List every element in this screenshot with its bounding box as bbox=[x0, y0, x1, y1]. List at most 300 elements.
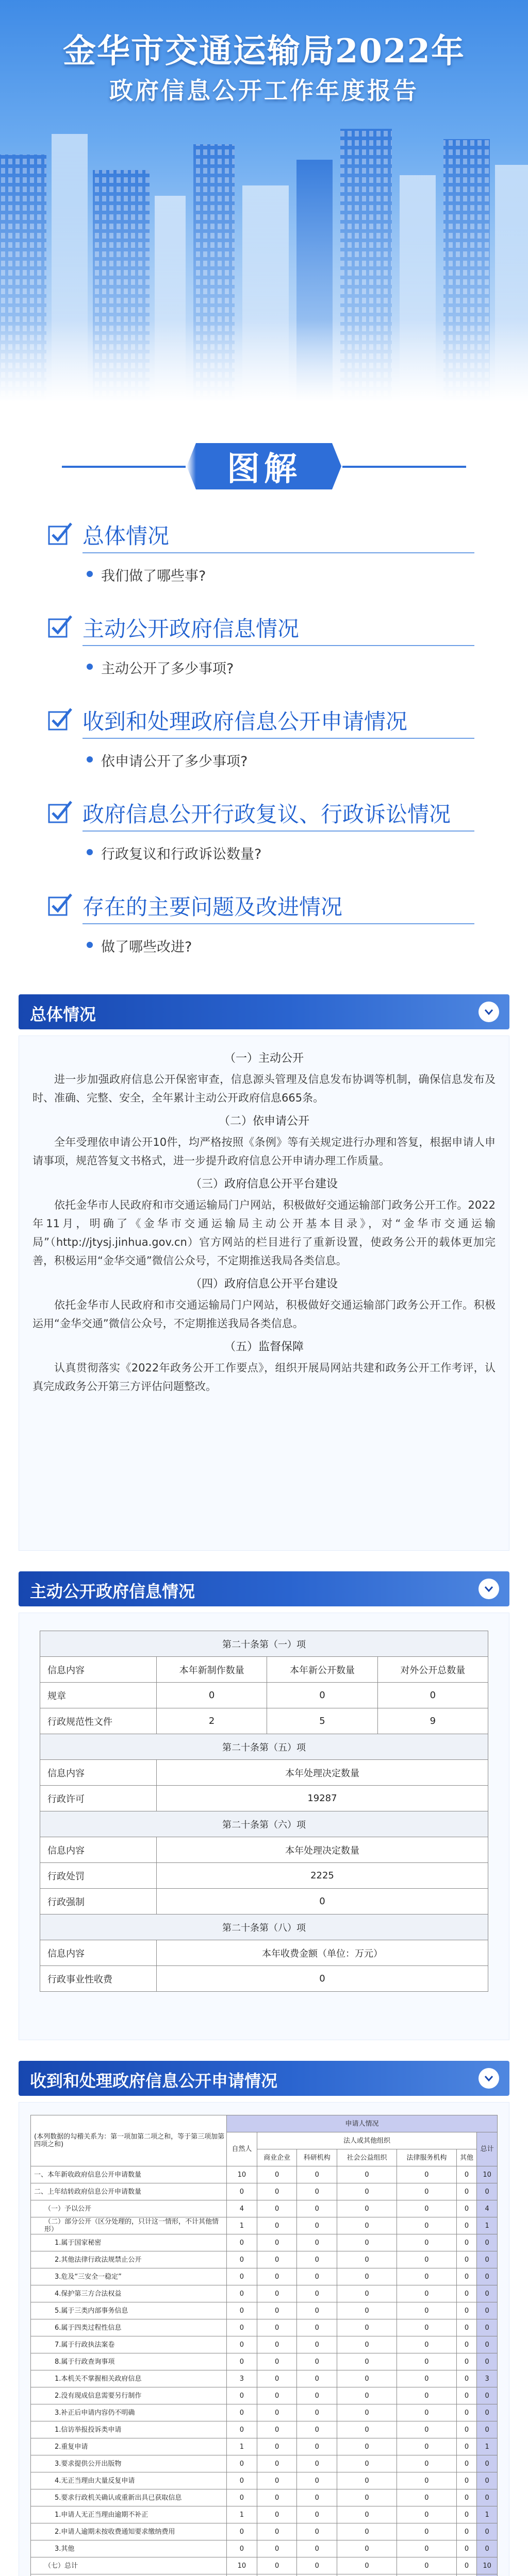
row-label: （二）部分公开（区分处理的，只计这一情形，不计其他情形） bbox=[31, 2217, 227, 2234]
table-cell: 0 bbox=[297, 2438, 337, 2455]
section-header-active[interactable] bbox=[19, 1571, 509, 1606]
table-cell: 0 bbox=[297, 2200, 337, 2217]
tujie-banner bbox=[0, 438, 528, 495]
table-cell: 0 bbox=[477, 2183, 498, 2200]
table-cell: 10 bbox=[227, 2557, 257, 2574]
row-label: 二、上年结转政府信息公开申请数量 bbox=[31, 2183, 227, 2200]
table-cell: 0 bbox=[257, 2302, 297, 2319]
table-header: 社会公益组织 bbox=[337, 2149, 397, 2166]
apply-table-panel bbox=[19, 2102, 509, 2576]
table-cell: 0 bbox=[477, 2302, 498, 2319]
table-row bbox=[31, 2251, 498, 2268]
chevron-down-icon[interactable] bbox=[478, 2068, 499, 2089]
table-row bbox=[31, 2421, 498, 2438]
check-icon bbox=[47, 706, 73, 732]
table-cell: 0 bbox=[227, 2489, 257, 2506]
table-cell: 1 bbox=[477, 2217, 498, 2234]
table-cell: 0 bbox=[267, 1683, 377, 1708]
table-cell: 0 bbox=[297, 2302, 337, 2319]
table-cell: 0 bbox=[257, 2166, 297, 2183]
table-cell: 0 bbox=[456, 2285, 477, 2302]
table-cell: 0 bbox=[397, 2268, 456, 2285]
outline-item[interactable] bbox=[0, 793, 528, 886]
table-cell: 0 bbox=[397, 2336, 456, 2353]
table-cell: 2 bbox=[156, 1708, 267, 1734]
table-cell: 0 bbox=[456, 2251, 477, 2268]
outline-item[interactable] bbox=[0, 515, 528, 608]
table-cell: 0 bbox=[477, 2285, 498, 2302]
table-cell: 0 bbox=[456, 2540, 477, 2557]
table-cell: 0 bbox=[257, 2319, 297, 2336]
table-cell: 0 bbox=[297, 2285, 337, 2302]
table-cell: 9 bbox=[377, 1708, 488, 1734]
table-cell: 0 bbox=[297, 2166, 337, 2183]
table-header: 信息内容 bbox=[40, 1940, 157, 1966]
outline-subtitle: 行政复议和行政诉讼数量? bbox=[101, 843, 261, 863]
table-cell: 0 bbox=[477, 2472, 498, 2489]
table-cell: 行政许可 bbox=[40, 1786, 157, 1811]
table-cell: 0 bbox=[397, 2421, 456, 2438]
table-cell: 0 bbox=[477, 2268, 498, 2285]
outline-underline bbox=[82, 831, 474, 832]
table-cell: 0 bbox=[257, 2472, 297, 2489]
table-cell: 0 bbox=[227, 2285, 257, 2302]
table-cell: 0 bbox=[257, 2438, 297, 2455]
table-cell: 0 bbox=[456, 2421, 477, 2438]
table-section-title: 第二十条第（八）项 bbox=[40, 1914, 488, 1940]
row-label: （七）总计 bbox=[31, 2557, 227, 2574]
table-cell: 0 bbox=[297, 2472, 337, 2489]
table-cell: 0 bbox=[227, 2336, 257, 2353]
table-cell: 0 bbox=[297, 2506, 337, 2523]
table-cell: 0 bbox=[257, 2540, 297, 2557]
table-cell: 0 bbox=[337, 2438, 397, 2455]
table-cell: 0 bbox=[477, 2455, 498, 2472]
outline-subtitle: 我们做了哪些事? bbox=[101, 565, 206, 585]
table-cell: 0 bbox=[257, 2404, 297, 2421]
table-cell: 0 bbox=[257, 2217, 297, 2234]
table-cell: 0 bbox=[297, 2421, 337, 2438]
table-cell: 行政处罚 bbox=[40, 1863, 157, 1889]
overview-paragraph: 全年受理依申请公开10件，均严格按照《条例》等有关规定进行办理和答复，根据申请人申请事项，规范答复文书格式，进一步提升政府信息公开申请办理工作质量。 bbox=[32, 1136, 496, 1167]
overview-heading: （二）依申请公开 bbox=[218, 1115, 309, 1128]
row-label: 3.补正后申请内容仍不明确 bbox=[31, 2404, 227, 2421]
outline-item[interactable] bbox=[0, 886, 528, 979]
table-header: 法人或其他组织 bbox=[257, 2132, 477, 2149]
table-cell: 0 bbox=[156, 1889, 488, 1914]
table-header: 对外公开总数量 bbox=[377, 1657, 488, 1683]
table-cell: 0 bbox=[377, 1683, 488, 1708]
table-cell: 0 bbox=[337, 2421, 397, 2438]
table-header: 自然人 bbox=[227, 2132, 257, 2166]
table-cell bbox=[397, 2574, 456, 2576]
table-cell: 0 bbox=[257, 2200, 297, 2217]
table-cell: 0 bbox=[397, 2455, 456, 2472]
table-section-title: 第二十条第（五）项 bbox=[40, 1734, 488, 1760]
table-cell: 0 bbox=[337, 2234, 397, 2251]
table-cell: 0 bbox=[477, 2353, 498, 2370]
table-cell: 0 bbox=[456, 2217, 477, 2234]
table-row bbox=[40, 1683, 488, 1708]
row-label: 1.申请人无正当理由逾期不补正 bbox=[31, 2506, 227, 2523]
row-label: 5.要求行政机关确认或重新出具已获取信息 bbox=[31, 2489, 227, 2506]
table-cell: 0 bbox=[456, 2234, 477, 2251]
table-cell: 0 bbox=[227, 2387, 257, 2404]
table-cell: 0 bbox=[337, 2166, 397, 2183]
table-cell: 行政事业性收费 bbox=[40, 1966, 157, 1992]
overview-paragraph: 依托金华市人民政府和市交通运输局门户网站，积极做好交通运输部门政务公开工作。2022年11月，明确了《金华市交通运输局主动公开基本目录》，对“金华市交通运输局”（http://jtysj.jinhua.gov.cn）官方网站的栏目进行了重新设置，使政务公开的载体更加完善，积极运用“金华交通”微信公众号，不定期推送我局各类信息。 bbox=[32, 1199, 496, 1267]
table-cell: 0 bbox=[397, 2302, 456, 2319]
table-section-title: 第二十条第（一）项 bbox=[40, 1631, 488, 1657]
table-cell: 0 bbox=[297, 2489, 337, 2506]
table-header: 申请人情况 bbox=[227, 2115, 498, 2132]
table-row bbox=[31, 2370, 498, 2387]
table-cell: 0 bbox=[397, 2472, 456, 2489]
table-cell: 0 bbox=[227, 2302, 257, 2319]
table-header: (本列数据的勾稽关系为：第一项加第二项之和，等于第三项加第四项之和) bbox=[31, 2115, 227, 2166]
table-cell: 0 bbox=[337, 2268, 397, 2285]
table-row bbox=[31, 2455, 498, 2472]
table-cell: 行政强制 bbox=[40, 1889, 157, 1914]
chevron-down-icon[interactable] bbox=[478, 1002, 499, 1022]
table-cell: 0 bbox=[397, 2404, 456, 2421]
table-cell: 1 bbox=[227, 2506, 257, 2523]
table-cell: 0 bbox=[456, 2472, 477, 2489]
table-cell: 0 bbox=[477, 2540, 498, 2557]
section-title: 主动公开政府信息情况 bbox=[30, 1582, 195, 1601]
table-cell: 0 bbox=[337, 2183, 397, 2200]
active-disclosure-table bbox=[40, 1631, 488, 1992]
table-cell: 10 bbox=[477, 2166, 498, 2183]
table-cell: 0 bbox=[257, 2455, 297, 2472]
table-cell: 0 bbox=[456, 2438, 477, 2455]
table-cell: 1 bbox=[227, 2217, 257, 2234]
table-cell: 0 bbox=[337, 2302, 397, 2319]
table-cell: 0 bbox=[227, 2183, 257, 2200]
table-cell: 0 bbox=[397, 2353, 456, 2370]
report-title-line2: 政府信息公开工作年度报告 bbox=[109, 77, 419, 105]
chevron-down-icon[interactable] bbox=[478, 1579, 499, 1599]
outline-title: 主动公开政府信息情况 bbox=[82, 616, 300, 641]
table-cell: 0 bbox=[477, 2404, 498, 2421]
table-cell: 0 bbox=[337, 2489, 397, 2506]
table-cell: 行政规范性文件 bbox=[40, 1708, 157, 1734]
table-row bbox=[31, 2166, 498, 2183]
table-cell: 0 bbox=[227, 2540, 257, 2557]
table-cell: 0 bbox=[397, 2251, 456, 2268]
outline-item[interactable] bbox=[0, 701, 528, 793]
table-row bbox=[31, 2557, 498, 2574]
section-header-overview[interactable] bbox=[19, 994, 509, 1029]
table-row bbox=[31, 2353, 498, 2370]
table-cell: 0 bbox=[227, 2455, 257, 2472]
row-label: 2.没有现成信息需要另行制作 bbox=[31, 2387, 227, 2404]
table-cell: 0 bbox=[156, 1683, 267, 1708]
table-cell: 4 bbox=[227, 2200, 257, 2217]
table-cell: 0 bbox=[227, 2404, 257, 2421]
table-cell: 0 bbox=[227, 2472, 257, 2489]
table-cell: 0 bbox=[297, 2557, 337, 2574]
table-cell: 0 bbox=[297, 2319, 337, 2336]
table-cell: 10 bbox=[477, 2557, 498, 2574]
table-cell: 0 bbox=[456, 2319, 477, 2336]
table-cell: 0 bbox=[297, 2523, 337, 2540]
table-row bbox=[31, 2200, 498, 2217]
table-header: 本年处理决定数量 bbox=[156, 1760, 488, 1786]
table-cell: 0 bbox=[397, 2319, 456, 2336]
table-cell: 0 bbox=[397, 2506, 456, 2523]
table-row bbox=[40, 1863, 488, 1889]
table-cell: 0 bbox=[337, 2217, 397, 2234]
table-cell: 0 bbox=[257, 2183, 297, 2200]
row-label: 3.其他 bbox=[31, 2540, 227, 2557]
table-cell: 0 bbox=[337, 2540, 397, 2557]
table-cell: 0 bbox=[257, 2285, 297, 2302]
table-cell: 0 bbox=[257, 2421, 297, 2438]
row-label: 4.保护第三方合法权益 bbox=[31, 2285, 227, 2302]
table-cell: 0 bbox=[156, 1966, 488, 1992]
table-cell: 0 bbox=[227, 2251, 257, 2268]
table-cell bbox=[297, 2574, 337, 2576]
table-row bbox=[31, 2234, 498, 2251]
table-cell: 0 bbox=[477, 2523, 498, 2540]
table-cell: 0 bbox=[477, 2251, 498, 2268]
table-cell: 0 bbox=[477, 2234, 498, 2251]
table-cell: 0 bbox=[257, 2523, 297, 2540]
table-cell: 0 bbox=[257, 2557, 297, 2574]
table-row bbox=[31, 2472, 498, 2489]
outline-title: 收到和处理政府信息公开申请情况 bbox=[82, 709, 408, 734]
table-cell: 0 bbox=[297, 2336, 337, 2353]
check-icon bbox=[47, 891, 73, 917]
table-cell: 0 bbox=[337, 2455, 397, 2472]
table-cell: 0 bbox=[227, 2268, 257, 2285]
table-row bbox=[31, 2217, 498, 2234]
row-label: 4.无正当理由大量反复申请 bbox=[31, 2472, 227, 2489]
table-row bbox=[31, 2574, 498, 2576]
table-cell: 1 bbox=[477, 2438, 498, 2455]
table-header: 本年新公开数量 bbox=[267, 1657, 377, 1683]
table-cell: 0 bbox=[337, 2285, 397, 2302]
table-cell: 0 bbox=[337, 2472, 397, 2489]
table-row bbox=[31, 2285, 498, 2302]
table-cell: 0 bbox=[456, 2489, 477, 2506]
row-label: （一）予以公开 bbox=[31, 2200, 227, 2217]
table-row bbox=[31, 2438, 498, 2455]
table-cell: 0 bbox=[397, 2557, 456, 2574]
table-cell: 0 bbox=[257, 2336, 297, 2353]
table-row bbox=[31, 2268, 498, 2285]
table-cell: 0 bbox=[297, 2387, 337, 2404]
table-cell: 0 bbox=[397, 2370, 456, 2387]
banner-line-left bbox=[62, 466, 186, 468]
table-header: 本年新制作数量 bbox=[156, 1657, 267, 1683]
table-cell: 0 bbox=[397, 2183, 456, 2200]
table-row bbox=[31, 2540, 498, 2557]
outline-underline bbox=[82, 738, 474, 739]
row-label: 3.要求提供公开出版物 bbox=[31, 2455, 227, 2472]
table-header: 总计 bbox=[477, 2132, 498, 2166]
table-row bbox=[31, 2302, 498, 2319]
table-header: 本年处理决定数量 bbox=[156, 1837, 488, 1863]
table-cell: 0 bbox=[227, 2234, 257, 2251]
hero-fade bbox=[0, 319, 528, 402]
row-label: 7.属于行政执法案卷 bbox=[31, 2336, 227, 2353]
table-header: 信息内容 bbox=[40, 1760, 157, 1786]
overview-heading: （一）主动公开 bbox=[224, 1052, 304, 1065]
table-cell: 0 bbox=[456, 2183, 477, 2200]
table-cell: 0 bbox=[456, 2370, 477, 2387]
table-cell: 0 bbox=[477, 2421, 498, 2438]
table-cell: 0 bbox=[456, 2523, 477, 2540]
row-label: 6.属于四类过程性信息 bbox=[31, 2319, 227, 2336]
overview-body bbox=[19, 1036, 509, 1551]
table-cell: 0 bbox=[337, 2506, 397, 2523]
table-cell: 0 bbox=[227, 2421, 257, 2438]
table-cell: 0 bbox=[337, 2336, 397, 2353]
report-title-line1: 金华市交通运输局2022年 bbox=[62, 32, 466, 71]
check-icon bbox=[47, 520, 73, 546]
table-cell: 4 bbox=[477, 2200, 498, 2217]
table-cell: 0 bbox=[337, 2319, 397, 2336]
table-cell: 0 bbox=[477, 2319, 498, 2336]
table-cell: 0 bbox=[297, 2404, 337, 2421]
table-cell bbox=[477, 2574, 498, 2576]
table-row bbox=[40, 1889, 488, 1914]
table-row bbox=[31, 2489, 498, 2506]
table-row bbox=[31, 2506, 498, 2523]
table-cell: 1 bbox=[227, 2438, 257, 2455]
table-cell: 0 bbox=[257, 2268, 297, 2285]
outline-item[interactable] bbox=[0, 608, 528, 701]
active-table-panel bbox=[19, 1613, 509, 2040]
row-label: 3.危及“三安全一稳定” bbox=[31, 2268, 227, 2285]
overview-heading: （四）政府信息公开平台建设 bbox=[190, 1278, 338, 1291]
table-cell: 0 bbox=[456, 2166, 477, 2183]
table-header: 其他 bbox=[456, 2149, 477, 2166]
table-cell: 0 bbox=[227, 2353, 257, 2370]
table-header: 商业企业 bbox=[257, 2149, 297, 2166]
table-cell: 0 bbox=[397, 2166, 456, 2183]
row-label: 2.申请人逾期未按收费通知要求缴纳费用 bbox=[31, 2523, 227, 2540]
table-section-title: 第二十条第（六）项 bbox=[40, 1811, 488, 1837]
table-cell: 0 bbox=[477, 2387, 498, 2404]
table-cell: 2225 bbox=[156, 1863, 488, 1889]
table-header: 法律服务机构 bbox=[397, 2149, 456, 2166]
overview-heading: （三）政府信息公开平台建设 bbox=[190, 1178, 338, 1191]
table-cell: 0 bbox=[337, 2251, 397, 2268]
table-cell bbox=[257, 2574, 297, 2576]
outline-subtitle: 依申请公开了多少事项? bbox=[101, 750, 248, 770]
table-cell: 0 bbox=[456, 2455, 477, 2472]
table-cell: 0 bbox=[297, 2455, 337, 2472]
table-cell: 0 bbox=[397, 2217, 456, 2234]
table-cell: 0 bbox=[397, 2200, 456, 2217]
table-cell: 0 bbox=[456, 2506, 477, 2523]
table-cell: 0 bbox=[297, 2234, 337, 2251]
table-cell: 0 bbox=[397, 2438, 456, 2455]
outline-title: 政府信息公开行政复议、行政诉讼情况 bbox=[82, 802, 451, 827]
table-cell: 0 bbox=[337, 2353, 397, 2370]
table-cell: 0 bbox=[337, 2387, 397, 2404]
row-label: 1.信访举报投诉类申请 bbox=[31, 2421, 227, 2438]
table-cell: 0 bbox=[397, 2523, 456, 2540]
table-cell: 0 bbox=[477, 2336, 498, 2353]
table-cell: 0 bbox=[297, 2217, 337, 2234]
outline-underline bbox=[82, 552, 474, 553]
table-cell: 0 bbox=[297, 2370, 337, 2387]
table-cell: 0 bbox=[257, 2489, 297, 2506]
table-header: 信息内容 bbox=[40, 1837, 157, 1863]
section-title: 总体情况 bbox=[30, 1005, 96, 1024]
table-cell: 0 bbox=[337, 2557, 397, 2574]
table-row bbox=[31, 2336, 498, 2353]
table-cell: 0 bbox=[257, 2506, 297, 2523]
table-row bbox=[31, 2404, 498, 2421]
table-cell: 0 bbox=[257, 2387, 297, 2404]
table-cell: 0 bbox=[297, 2268, 337, 2285]
apply-disclosure-table bbox=[30, 2115, 498, 2576]
table-cell: 0 bbox=[337, 2404, 397, 2421]
section-header-apply[interactable] bbox=[19, 2061, 509, 2096]
table-cell: 0 bbox=[456, 2353, 477, 2370]
table-cell: 0 bbox=[397, 2489, 456, 2506]
table-cell: 0 bbox=[297, 2353, 337, 2370]
row-label: 8.属于行政查询事项 bbox=[31, 2353, 227, 2370]
outline-underline bbox=[82, 923, 474, 924]
row-label: 5.属于三类内部事务信息 bbox=[31, 2302, 227, 2319]
table-cell bbox=[337, 2574, 397, 2576]
table-cell: 0 bbox=[456, 2387, 477, 2404]
overview-paragraph: 认真贯彻落实《2022年政务公开工作要点》，组织开展局网站共建和政务公开工作考评，认真完成政务公开第三方评估问题整改。 bbox=[32, 1362, 496, 1393]
table-header: 科研机构 bbox=[297, 2149, 337, 2166]
table-cell: 0 bbox=[456, 2336, 477, 2353]
table-cell: 0 bbox=[337, 2200, 397, 2217]
table-cell: 0 bbox=[397, 2285, 456, 2302]
section-title: 收到和处理政府信息公开申请情况 bbox=[30, 2071, 278, 2091]
outline-subtitle: 主动公开了多少事项? bbox=[101, 657, 234, 677]
table-cell: 3 bbox=[227, 2370, 257, 2387]
outline-subtitle: 做了哪些改进? bbox=[101, 936, 192, 956]
overview-paragraph: 依托金华市人民政府和市交通运输局门户网站，积极做好交通运输部门政务公开工作。积极运用“金华交通”微信公众号，不定期推送我局各类信息。 bbox=[32, 1299, 496, 1330]
outline-title: 存在的主要问题及改进情况 bbox=[82, 894, 343, 920]
table-cell: 0 bbox=[297, 2183, 337, 2200]
row-label: 2.其他法律行政法规禁止公开 bbox=[31, 2251, 227, 2268]
tujie-label: 图解 bbox=[196, 443, 332, 489]
table-cell: 0 bbox=[397, 2540, 456, 2557]
outline-list bbox=[0, 515, 528, 979]
table-cell: 1 bbox=[477, 2506, 498, 2523]
table-cell: 0 bbox=[456, 2268, 477, 2285]
banner-line-right bbox=[342, 466, 466, 468]
table-cell: 0 bbox=[257, 2353, 297, 2370]
table-cell: 0 bbox=[397, 2234, 456, 2251]
row-label: 一、本年新收政府信息公开申请数量 bbox=[31, 2166, 227, 2183]
outline-underline bbox=[82, 645, 474, 646]
check-icon bbox=[47, 799, 73, 824]
table-cell: 0 bbox=[257, 2234, 297, 2251]
row-label: 2.重复申请 bbox=[31, 2438, 227, 2455]
table-row bbox=[40, 1786, 488, 1811]
table-cell: 0 bbox=[456, 2302, 477, 2319]
table-header: 信息内容 bbox=[40, 1657, 157, 1683]
table-cell bbox=[227, 2574, 257, 2576]
table-cell: 0 bbox=[337, 2523, 397, 2540]
table-row bbox=[31, 2183, 498, 2200]
table-cell: 19287 bbox=[156, 1786, 488, 1811]
check-icon bbox=[47, 613, 73, 639]
table-row bbox=[31, 2523, 498, 2540]
